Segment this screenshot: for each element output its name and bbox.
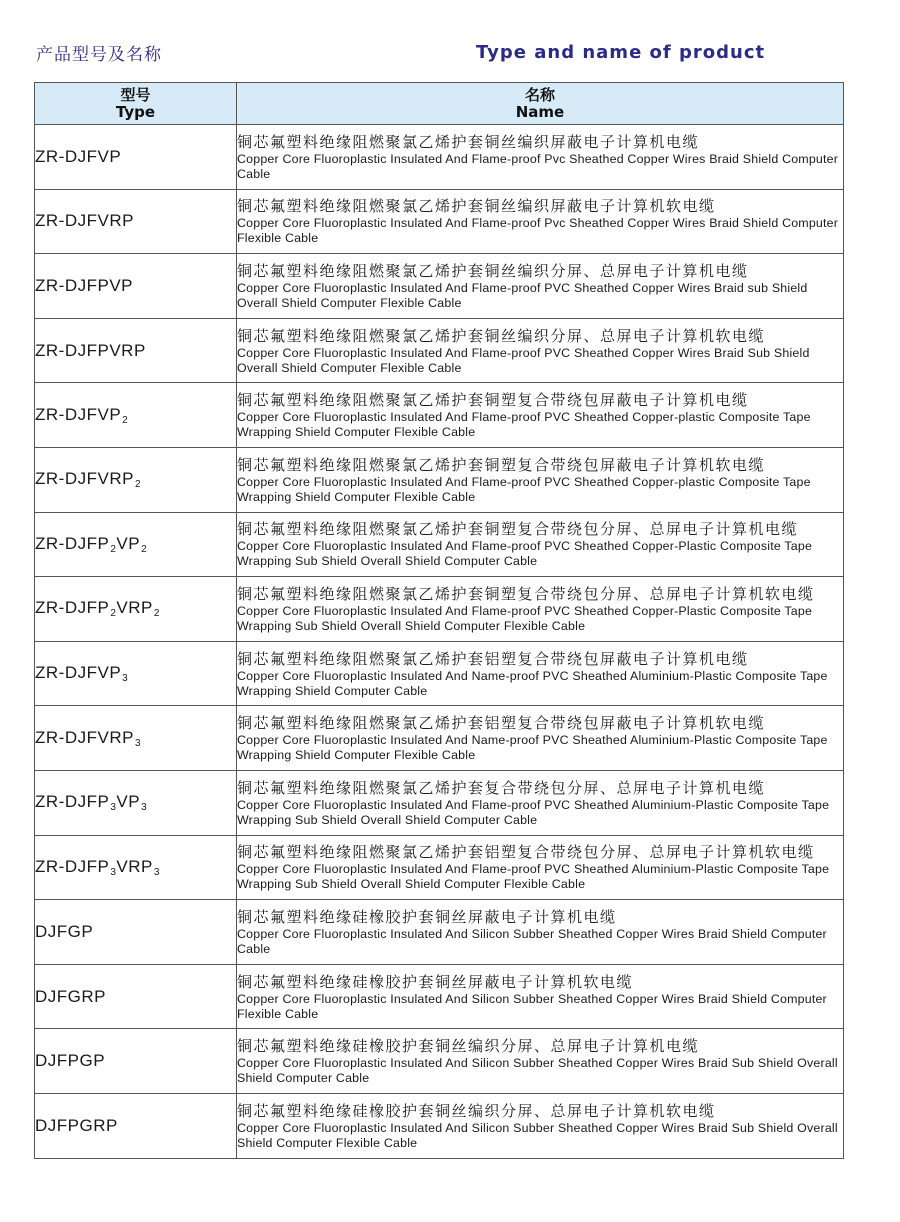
name-en: Copper Core Fluoroplastic Insulated And Flame-proof PVC Sheathed Copper-Plastic Composite Tape Wrapping Sub Shield Overall Shield Computer Cable: [237, 539, 813, 569]
type-subscript: 2: [110, 543, 117, 555]
type-code: DJFPGP: [35, 1051, 106, 1071]
type-cell: [35, 383, 237, 448]
name-en: Copper Core Fluoroplastic Insulated And Flame-proof Pvc Sheathed Copper Wires Braid Shield Computer Flexible Cable: [237, 216, 839, 246]
type-code: DJFGP: [35, 921, 94, 941]
type-code: DJFPGRP: [35, 1115, 118, 1135]
table-row: [35, 318, 844, 383]
type-header-en: Type: [115, 102, 156, 121]
table-row: [35, 1029, 844, 1094]
name-cn: 铜芯氟塑料绝缘阻燃聚氯乙烯护套铜塑复合带绕包分屏、总屏电子计算机电缆: [237, 520, 799, 539]
name-header-cn: 名称: [524, 85, 555, 104]
name-cn: 铜芯氟塑料绝缘阻燃聚氯乙烯护套铜丝编织屏蔽电子计算机电缆: [237, 132, 700, 151]
name-en: Copper Core Fluoroplastic Insulated And Flame-proof PVC Sheathed Copper-Plastic Composite Tape Wrapping Sub Shield Overall Shield Computer Flexible Cable: [237, 603, 813, 633]
type-code: ZR-DJFVRP: [35, 727, 134, 747]
name-cell: [237, 189, 844, 254]
name-en: Copper Core Fluoroplastic Insulated And Flame-proof PVC Sheathed Aluminium-Plastic Composite Tape Wrapping Sub Shield Overall Shield Computer Cable: [237, 797, 830, 827]
name-cell: [237, 900, 844, 965]
table-row: [35, 900, 844, 965]
type-subscript-suffix: 3: [153, 866, 160, 878]
table-header-row: [35, 83, 844, 125]
type-code: ZR-DJFVP: [35, 146, 122, 166]
type-code: ZR-DJFVP: [35, 404, 122, 424]
table-row: [35, 706, 844, 771]
type-cell: [35, 189, 237, 254]
table-row: [35, 577, 844, 642]
name-cell: [237, 383, 844, 448]
product-table: [34, 82, 844, 1159]
table-row: [35, 770, 844, 835]
type-subscript-suffix: 2: [141, 543, 148, 555]
name-cell: [237, 254, 844, 319]
name-cn: 铜芯氟塑料绝缘阻燃聚氯乙烯护套铝塑复合带绕包屏蔽电子计算机电缆: [237, 649, 749, 668]
name-cell: [237, 706, 844, 771]
name-en: Copper Core Fluoroplastic Insulated And Silicon Subber Sheathed Copper Wires Braid Sub Shield Overall Shield Computer Cable: [237, 1056, 838, 1086]
name-en: Copper Core Fluoroplastic Insulated And Flame-proof PVC Sheathed Copper-plastic Composite Tape Wrapping Shield Computer Flexible Cable: [237, 474, 811, 504]
name-en: Copper Core Fluoroplastic Insulated And Silicon Subber Sheathed Copper Wires Braid Shield Computer Flexible Cable: [237, 991, 827, 1021]
type-code: ZR-DJFP: [35, 792, 110, 812]
type-cell: [35, 835, 237, 900]
page-title-cn: 产品型号及名称: [36, 45, 162, 65]
name-cn: 铜芯氟塑料绝缘阻燃聚氯乙烯护套铜塑复合带绕包屏蔽电子计算机软电缆: [237, 455, 766, 474]
name-column-header: [237, 83, 844, 125]
type-subscript: 3: [134, 737, 142, 749]
name-en: Copper Core Fluoroplastic Insulated And Flame-proof Pvc Sheathed Copper Wires Braid Shield Computer Cable: [237, 151, 839, 181]
type-cell: [35, 318, 237, 383]
name-cn: 铜芯氟塑料绝缘硅橡胶护套铜丝屏蔽电子计算机电缆: [237, 907, 617, 926]
type-cell: [35, 512, 237, 577]
table-row: [35, 383, 844, 448]
type-subscript: 2: [122, 414, 129, 426]
type-code: ZR-DJFVP: [35, 663, 122, 683]
table-row: [35, 512, 844, 577]
name-cn: 铜芯氟塑料绝缘阻燃聚氯乙烯护套铜丝编织分屏、总屏电子计算机软电缆: [237, 326, 766, 345]
name-en: Copper Core Fluoroplastic Insulated And Flame-proof PVC Sheathed Aluminium-Plastic Composite Tape Wrapping Sub Shield Overall Shield Computer Flexible Cable: [237, 862, 830, 892]
name-cell: [237, 770, 844, 835]
name-header-en: Name: [515, 102, 565, 121]
name-en: Copper Core Fluoroplastic Insulated And Name-proof PVC Sheathed Aluminium-Plastic Composite Tape Wrapping Shield Computer Cable: [237, 668, 828, 698]
type-cell: [35, 900, 237, 965]
type-code: ZR-DJFP: [35, 598, 110, 618]
type-cell: [35, 706, 237, 771]
name-cell: [237, 1029, 844, 1094]
type-cell: [35, 1029, 237, 1094]
name-cell: [237, 641, 844, 706]
type-code-suffix: VP: [116, 533, 141, 553]
name-en: Copper Core Fluoroplastic Insulated And Flame-proof PVC Sheathed Copper Wires Braid sub Shield Overall Shield Computer Flexible Cable: [237, 280, 808, 310]
type-code-suffix: VRP: [116, 856, 153, 876]
table-row: [35, 254, 844, 319]
type-code: DJFGRP: [35, 986, 106, 1006]
name-cell: [237, 318, 844, 383]
type-code: ZR-DJFVRP: [35, 469, 134, 489]
name-cell: [237, 577, 844, 642]
name-en: Copper Core Fluoroplastic Insulated And Flame-proof PVC Sheathed Copper Wires Braid Sub Shield Overall Shield Computer Flexible Cable: [237, 345, 810, 375]
type-subscript: 2: [134, 479, 142, 491]
name-cn: 铜芯氟塑料绝缘阻燃聚氯乙烯护套铜塑复合带绕包屏蔽电子计算机电缆: [237, 391, 749, 410]
table-row: [35, 964, 844, 1029]
name-cell: [237, 447, 844, 512]
name-en: Copper Core Fluoroplastic Insulated And Silicon Subber Sheathed Copper Wires Braid Shield Computer Cable: [237, 926, 827, 956]
type-subscript: 3: [110, 866, 117, 878]
name-cn: 铜芯氟塑料绝缘硅橡胶护套铜丝屏蔽电子计算机软电缆: [237, 972, 634, 991]
type-subscript: 2: [110, 608, 117, 620]
type-header-cn: 型号: [120, 85, 151, 104]
name-cn: 铜芯氟塑料绝缘阻燃聚氯乙烯护套铝塑复合带绕包分屏、总屏电子计算机软电缆: [237, 843, 815, 862]
type-cell: [35, 447, 237, 512]
type-cell: [35, 254, 237, 319]
name-cn: 铜芯氟塑料绝缘硅橡胶护套铜丝编织分屏、总屏电子计算机软电缆: [237, 1101, 716, 1120]
table-row: [35, 447, 844, 512]
name-cell: [237, 125, 844, 190]
type-code: ZR-DJFP: [35, 856, 110, 876]
type-cell: [35, 125, 237, 190]
type-subscript-suffix: 3: [141, 802, 148, 814]
type-code: ZR-DJFPVRP: [35, 340, 146, 360]
type-cell: [35, 641, 237, 706]
name-cell: [237, 512, 844, 577]
name-cell: [237, 1093, 844, 1158]
type-subscript: 3: [110, 802, 117, 814]
table-row: [35, 189, 844, 254]
name-cn: 铜芯氟塑料绝缘硅橡胶护套铜丝编织分屏、总屏电子计算机电缆: [237, 1037, 700, 1056]
type-code-suffix: VRP: [116, 598, 153, 618]
type-column-header: [35, 83, 237, 125]
name-cn: 铜芯氟塑料绝缘阻燃聚氯乙烯护套铜丝编织分屏、总屏电子计算机电缆: [237, 261, 749, 280]
type-cell: [35, 770, 237, 835]
name-en: Copper Core Fluoroplastic Insulated And Name-proof PVC Sheathed Aluminium-Plastic Composite Tape Wrapping Shield Computer Flexible Cable: [237, 733, 828, 763]
name-cn: 铜芯氟塑料绝缘阻燃聚氯乙烯护套复合带绕包分屏、总屏电子计算机电缆: [237, 778, 766, 797]
name-cn: 铜芯氟塑料绝缘阻燃聚氯乙烯护套铜丝编织屏蔽电子计算机软电缆: [237, 197, 716, 216]
table-row: [35, 1093, 844, 1158]
type-code: ZR-DJFPVP: [35, 275, 133, 295]
type-code: ZR-DJFP: [35, 533, 110, 553]
page-title-en: Type and name of product: [476, 42, 766, 63]
name-cell: [237, 835, 844, 900]
type-subscript-suffix: 2: [153, 608, 160, 620]
name-cn: 铜芯氟塑料绝缘阻燃聚氯乙烯护套铜塑复合带绕包分屏、总屏电子计算机软电缆: [237, 584, 815, 603]
name-cell: [237, 964, 844, 1029]
name-en: Copper Core Fluoroplastic Insulated And Silicon Subber Sheathed Copper Wires Braid Sub Shield Overall Shield Computer Flexible Cable: [237, 1120, 838, 1150]
type-subscript: 3: [122, 673, 129, 685]
type-cell: [35, 964, 237, 1029]
table-row: [35, 641, 844, 706]
table-row: [35, 125, 844, 190]
name-en: Copper Core Fluoroplastic Insulated And Flame-proof PVC Sheathed Copper-plastic Composite Tape Wrapping Shield Computer Flexible Cable: [237, 410, 811, 440]
type-cell: [35, 577, 237, 642]
table-row: [35, 835, 844, 900]
type-code: ZR-DJFVRP: [35, 211, 134, 231]
type-code-suffix: VP: [116, 792, 141, 812]
name-cn: 铜芯氟塑料绝缘阻燃聚氯乙烯护套铝塑复合带绕包屏蔽电子计算机软电缆: [237, 714, 766, 733]
type-cell: [35, 1093, 237, 1158]
